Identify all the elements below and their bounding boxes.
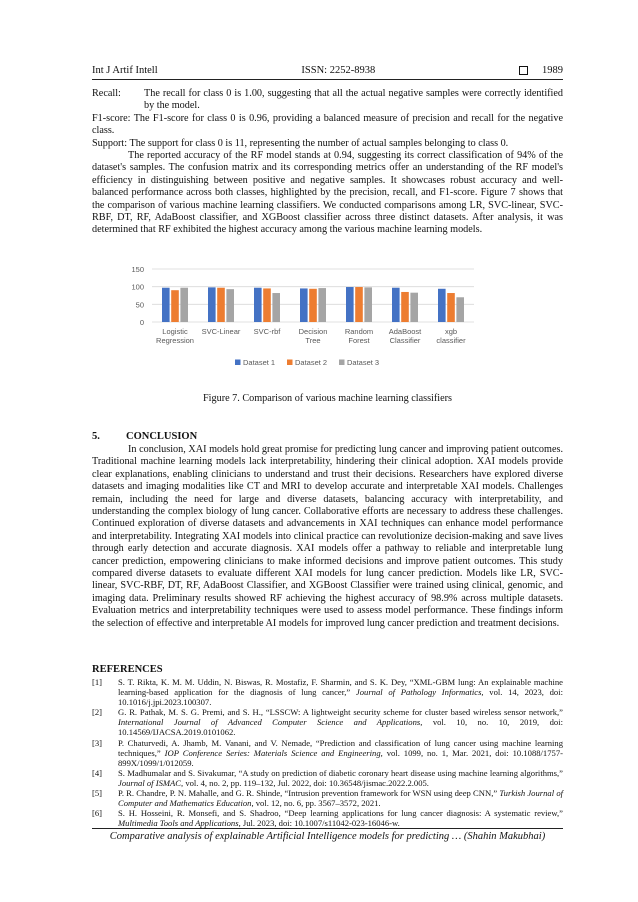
f1-text: The F1-score for class 0 is 0.96, providing a balanced measure of precision and recall for the negative class. <box>92 112 563 137</box>
reference-number: [4] <box>92 767 103 778</box>
support-definition <box>92 138 563 150</box>
bar <box>410 293 418 322</box>
bar <box>180 288 188 322</box>
reference-details: , vol. 12, no. 6, pp. 3567–3572, 2021. <box>251 798 381 809</box>
journal-name: Int J Artif Intell <box>92 65 158 76</box>
reference-authors-title: P. R. Chandre, P. N. Mahalle, and G. R. Shinde, “Intrusion prevention framework for WSN using deep CNN,” <box>118 788 500 799</box>
bar <box>226 289 234 322</box>
results-paragraph: The reported accuracy of the RF model stands at 0.94, suggesting its correct classification of 94% of the dataset's samples. The confusion matrix and its corresponding metrics offer an understanding of the RF model's efficiency in distinguishing between positive and negative samples. It showcases robust accuracy and well-balanced performance across both classes, highlighted by the precision, recall, and F1-score. Figure 7 shows that the comparison of various machine learning classifiers. We conducted comparisons among LR, SVC-linear, SVC-RBF, DT, RF, AdaBoost classifier, and XGBoost classifier across three distinct datasets. After analysis, it was determined that RF exhibited the highest accuracy among the various machine learning models. <box>92 150 563 236</box>
reference-body <box>118 707 563 737</box>
f1-label: F1-score: <box>92 112 131 124</box>
x-tick-label: Forest <box>348 336 370 345</box>
footer-rule <box>92 828 563 829</box>
reference-authors-title: S. T. Rikta, K. M. M. Uddin, N. Biswas, R. Mostafiz, F. Sharmin, and S. K. Dey, “XML-GBM lung: An explainable machine learning-based application for the diagnosis of lung cancer,” <box>118 677 563 698</box>
y-tick-label: 150 <box>131 265 144 274</box>
legend-swatch <box>235 360 241 366</box>
x-tick-label: Tree <box>305 336 321 345</box>
f1-definition <box>92 113 563 138</box>
legend-label: Dataset 3 <box>347 358 380 367</box>
section-heading <box>92 431 197 442</box>
legend-swatch <box>287 360 293 366</box>
reference-journal: Journal of Pathology Informatics <box>355 687 482 698</box>
reference-item <box>92 707 563 737</box>
bar <box>217 288 225 322</box>
running-footer: Comparative analysis of explainable Artificial Intelligence models for predicting … (Shahin Makubhai) <box>109 831 546 842</box>
bar <box>346 287 354 322</box>
reference-details: , Jul. 2023, doi: 10.1007/s11042-023-16046-w. <box>238 818 400 829</box>
reference-body <box>118 788 563 808</box>
reference-item <box>92 677 563 707</box>
reference-item <box>92 768 563 788</box>
reference-details: , vol. 14, 2023, doi: 10.1016/j.jpi.2023.100307. <box>118 687 563 708</box>
reference-number: [3] <box>92 737 103 748</box>
bar <box>162 288 170 322</box>
references-heading: REFERENCES <box>92 664 163 675</box>
bar <box>447 293 455 322</box>
checkbox-square-icon <box>519 66 528 75</box>
bar <box>300 288 308 322</box>
bar <box>318 288 326 322</box>
reference-item <box>92 788 563 808</box>
reference-details: , vol. 1099, no. 1, Mar. 2021, doi: 10.1088/1757-899X/1099/1/012059. <box>118 747 563 768</box>
bar <box>272 293 280 322</box>
reference-number: [1] <box>92 677 103 687</box>
reference-item <box>92 738 563 768</box>
recall-text: The recall for class 0 is 1.00, suggesting that all the actual negative samples were correctly identified by the model. <box>144 88 563 112</box>
page-number-group <box>519 65 563 76</box>
reference-authors-title: S. Madhumalar and S. Sivakumar, “A study on prediction of diabetic coronary heart disease using machine learning algorithms,” <box>118 767 563 778</box>
section-title: CONCLUSION <box>126 431 198 442</box>
legend-swatch <box>339 360 345 366</box>
y-tick-label: 0 <box>139 318 144 327</box>
reference-number: [5] <box>92 788 103 799</box>
x-tick-label: SVC-Linear <box>201 327 241 336</box>
reference-body <box>118 738 563 768</box>
x-tick-label: AdaBoost <box>388 327 422 336</box>
x-tick-label: xgb <box>444 327 458 336</box>
conclusion-paragraph: In conclusion, XAI models hold great promise for predicting lung cancer and improving patient outcomes. Traditional machine learning models lack interpretability, hindering their clinical adoption. XAI models provide clear explanations, enabling clinicians to understand and trust their decisions. Researchers have explored diverse datasets and imaging modalities like CT and MRI to develop accurate and interpretable XAI models. Challenges remain, including the need for large and diverse datasets, balancing accuracy with interpretability, and understanding the complex biology of lung cancer. Collaborative efforts are necessary to address these challenges. Continued exploration of diverse datasets and advancements in XAI techniques can enhance model performance and interpretability. Integrating XAI models into clinical practice can revolutionize decision-making and save lives through early detection and accurate diagnosis. XAI models offer a pathway to reliable and interpretable lung cancer prediction, empowering clinicians to make informed decisions and improve patient outcomes. This study compared diverse datasets to evaluate different XAI models for lung cancer prediction. Models like LR, SVC-linear, SVC-RBF, DT, RF, AdaBoost Classifier, and XGBoost Classifier were trained using clinical, genomic, and imaging data. Preliminary results showed RF achieving the highest accuracy of 98.9% across multiple datasets. Evaluation metrics and interpretability techniques were used to assess model performance. These findings inform the selection of effective and interpretable AI models for improved lung cancer prediction and treatment decisions. <box>92 444 563 629</box>
page-number: 1989 <box>542 65 563 76</box>
support-text: The support for class 0 is 11, representing the number of actual samples belonging to class 0. <box>129 137 509 149</box>
y-tick-label: 100 <box>131 282 144 292</box>
reference-authors-title: P. Chaturvedi, A. Jhamb, M. Vanani, and V. Nemade, “Prediction and classification of lung cancer using machine learning techniques,” <box>118 737 563 758</box>
reference-body <box>118 677 563 707</box>
reference-journal: International Journal of Advanced Computer Science and Applications <box>118 717 421 728</box>
x-tick-label: SVC-rbf <box>253 327 281 336</box>
bar <box>309 289 317 322</box>
x-tick-label: Logistic <box>162 327 188 336</box>
header-rule <box>92 79 563 80</box>
conclusion-body <box>92 444 563 630</box>
x-tick-label: classifier <box>436 336 466 345</box>
section-number: 5. <box>92 431 100 442</box>
bar <box>355 287 363 322</box>
x-tick-label: Classifier <box>389 336 421 345</box>
reference-journal: Journal of ISMAC <box>118 777 182 788</box>
recall-label: Recall: <box>92 88 121 99</box>
bar <box>263 288 271 322</box>
bar <box>438 289 446 322</box>
reference-details: , vol. 10, no. 10, 2019, doi: 10.14569/IJACSA.2019.0101062. <box>118 717 563 738</box>
bar <box>392 288 400 322</box>
reference-authors-title: G. R. Pathak, M. S. G. Premi, and S. H., “LSSCW: A lightweight security scheme for cluster based wireless sensor network,” <box>118 707 563 718</box>
y-tick-label: 50 <box>135 300 144 310</box>
support-label: Support: <box>92 137 128 149</box>
bar <box>254 288 262 322</box>
references-list <box>92 677 563 828</box>
classifier-comparison-chart <box>92 252 563 376</box>
legend-label: Dataset 1 <box>243 358 276 367</box>
reference-body <box>118 768 563 788</box>
bar <box>401 292 409 322</box>
bar <box>171 290 179 322</box>
bar <box>364 287 372 322</box>
x-tick-label: Decision <box>298 327 328 336</box>
running-header <box>92 62 563 76</box>
reference-journal: Multimedia Tools and Applications <box>118 818 239 829</box>
reference-body <box>118 808 563 828</box>
x-tick-label: Random <box>344 327 374 336</box>
bar <box>456 297 464 322</box>
reference-number: [6] <box>92 808 103 819</box>
recall-definition <box>92 88 563 113</box>
bar <box>208 287 216 322</box>
intro-section <box>92 88 563 237</box>
legend-label: Dataset 2 <box>295 358 328 367</box>
x-tick-label: Regression <box>156 336 194 345</box>
reference-details: , vol. 4, no. 2, pp. 119–132, Jul. 2022, doi: 10.36548/jismac.2022.2.005. <box>181 777 429 788</box>
reference-number: [2] <box>92 707 103 718</box>
figure-caption: Figure 7. Comparison of various machine learning classifiers <box>203 393 452 404</box>
reference-journal: IOP Conference Series: Materials Science and Engineering <box>164 747 381 758</box>
reference-item <box>92 808 563 828</box>
reference-journal: Turkish Journal of Computer and Mathematics Education <box>118 788 563 809</box>
reference-authors-title: S. H. Hosseini, R. Monsefi, and S. Shadroo, “Deep learning applications for lung cancer diagnosis: A systematic review,” <box>118 808 563 819</box>
issn: ISSN: 2252-8938 <box>301 65 376 76</box>
